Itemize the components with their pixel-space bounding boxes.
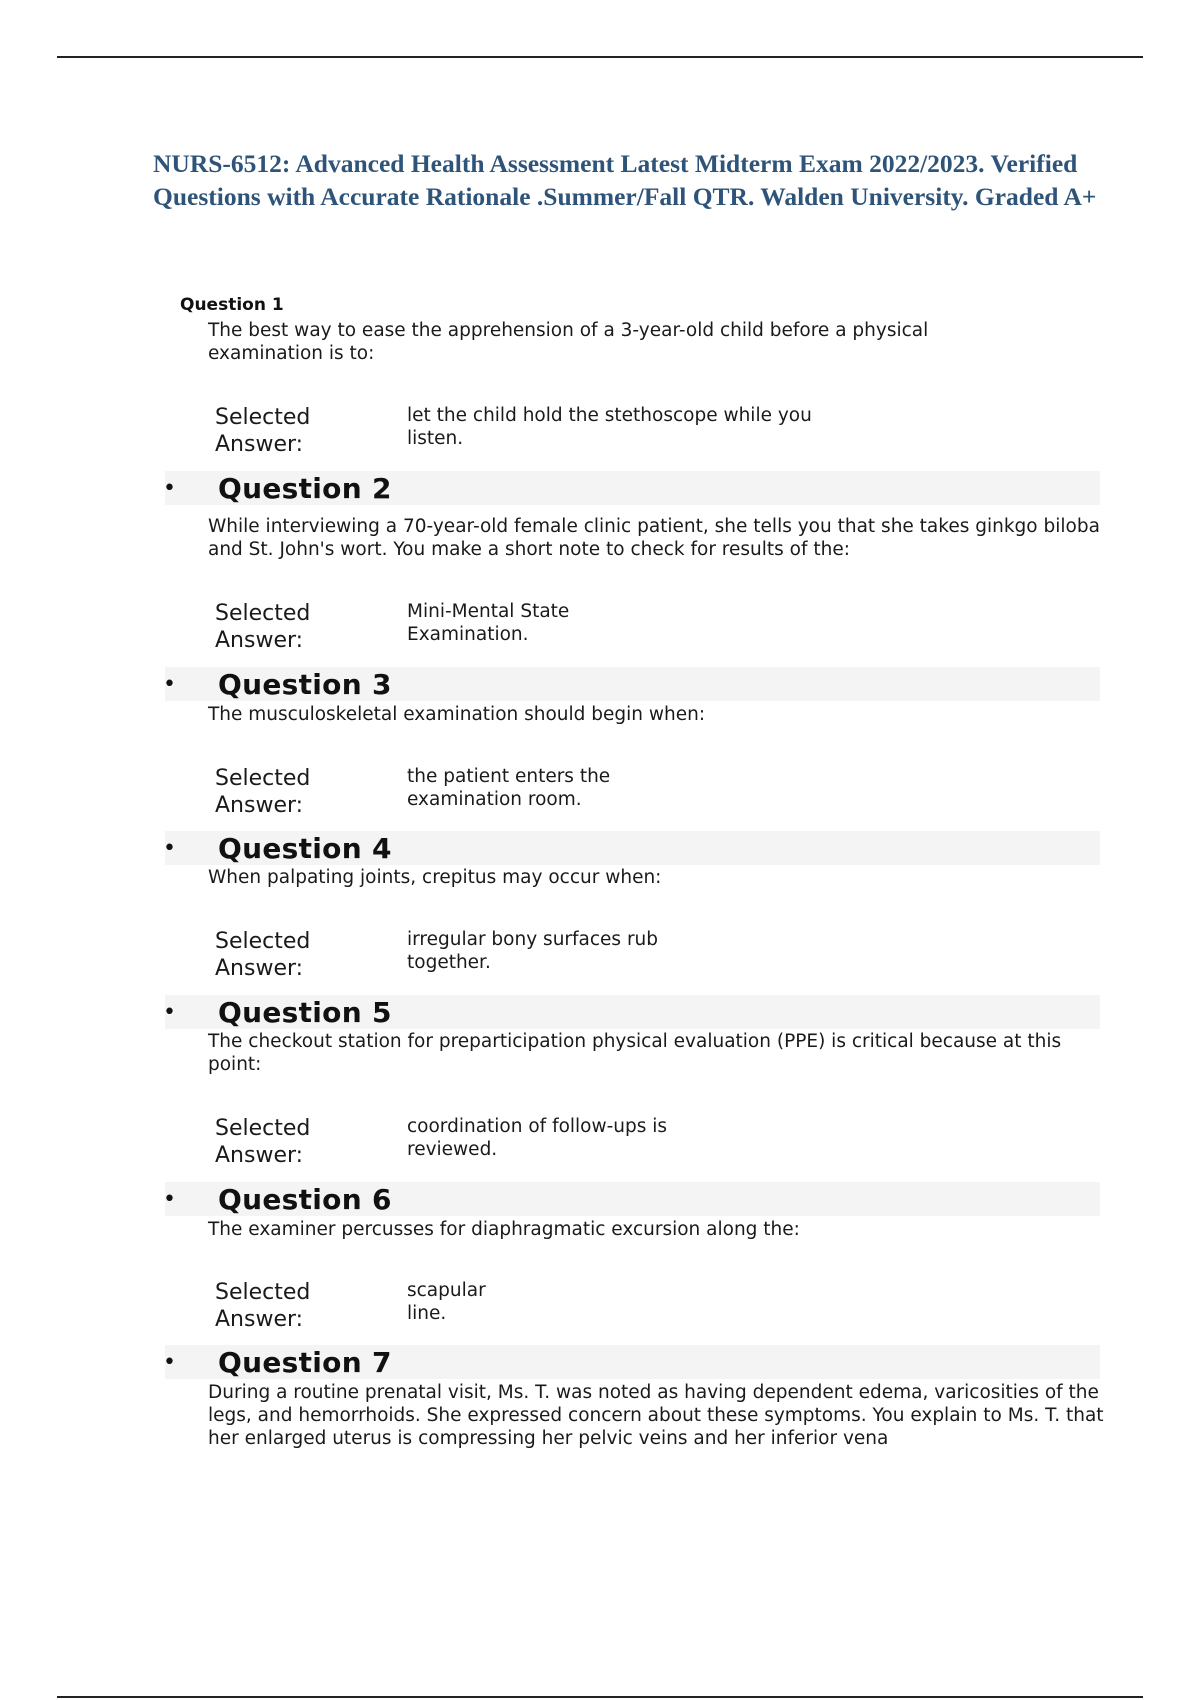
question-5-text: The checkout station for preparticipation physical evaluation (PPE) is critical because at this point: [208,1031,1062,1075]
question-7-label: Question 7 [218,1346,392,1379]
question-3-bullet-icon: • [163,672,176,697]
question-4-text: When palpating joints, crepitus may occur when: [208,867,662,888]
question-6-bullet-icon: • [163,1187,176,1212]
question-4-selected-label: Selected Answer: [215,929,311,981]
question-3-selected-label: Selected Answer: [215,766,311,818]
question-3-answer: the patient enters the examination room. [407,766,611,810]
question-6-label: Question 6 [218,1183,392,1216]
question-6-selected-label: Selected Answer: [215,1280,311,1332]
top-rule [57,56,1143,58]
question-1-text: The best way to ease the apprehension of a 3-year-old child before a physical examination is to: [208,320,929,364]
question-5-answer: coordination of follow-ups is reviewed. [407,1116,668,1160]
question-5-label: Question 5 [218,996,392,1029]
question-6-answer: scapular line. [407,1280,486,1324]
question-1-selected-label: Selected Answer: [215,405,311,457]
question-2-text: While interviewing a 70-year-old female clinic patient, she tells you that she takes ginkgo biloba and St. John's wort. You make a short note to check for results of the: [208,516,1100,560]
question-7-bullet-icon: • [163,1350,176,1375]
question-2-selected-label: Selected Answer: [215,601,311,653]
question-4-answer: irregular bony surfaces rub together. [407,929,659,973]
question-5-bullet-icon: • [163,1000,176,1025]
question-4-label: Question 4 [218,832,392,865]
question-7-text: During a routine prenatal visit, Ms. T. was noted as having dependent edema, varicosities of the legs, and hemorrhoids. She expressed concern about these symptoms. You explain to Ms. T. that her enlarged uterus is compressing her pelvic veins and her inferior vena [208,1382,1104,1449]
document-title: NURS-6512: Advanced Health Assessment Latest Midterm Exam 2022/2023. Verified Questions with Accurate Rationale .Summer/Fall QTR. Walden University. Graded A+ [153,149,1097,211]
question-3-label: Question 3 [218,668,392,701]
question-3-text: The musculoskeletal examination should begin when: [208,704,706,725]
bottom-rule [57,1696,1143,1698]
question-6-text: The examiner percusses for diaphragmatic excursion along the: [208,1219,800,1240]
question-1-label: Question 1 [180,295,284,315]
question-4-bullet-icon: • [163,836,176,861]
question-5-selected-label: Selected Answer: [215,1116,311,1168]
question-1-answer: let the child hold the stethoscope while you listen. [407,405,812,449]
question-2-label: Question 2 [218,472,392,505]
question-2-answer: Mini-Mental State Examination. [407,601,570,645]
question-2-bullet-icon: • [163,476,176,501]
